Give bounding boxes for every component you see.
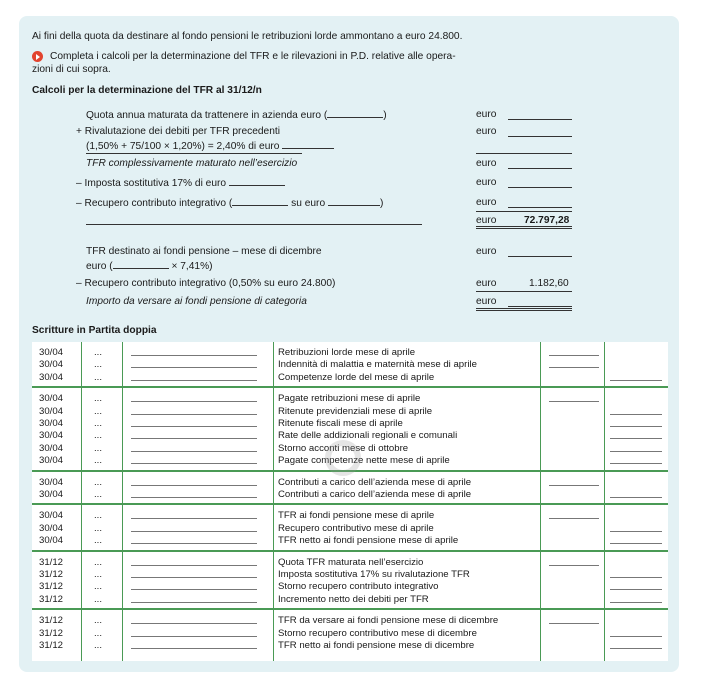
entry-number-placeholder: ...	[94, 615, 102, 627]
account-blank[interactable]	[131, 355, 257, 356]
debit-amount-blank[interactable]	[549, 485, 599, 486]
rivalutazione-blank[interactable]	[282, 140, 334, 149]
entry-date: 30/04	[39, 535, 64, 547]
entry-description: Indennità di malattia e maternità mese di aprile	[278, 359, 477, 371]
entry-description: TFR ai fondi pensione mese di aprile	[278, 510, 435, 522]
account-blank[interactable]	[131, 623, 257, 624]
account-blank[interactable]	[131, 565, 257, 566]
tfr-destinato-euro: euro	[476, 246, 497, 257]
recupero-label: – Recupero contributo integrativo (	[76, 198, 233, 209]
entry-description: TFR da versare ai fondi pensione mese di dicembre	[278, 615, 499, 627]
tfr-complessivo-blank[interactable]	[508, 168, 572, 169]
tfr-complessivo-line: TFR complessivamente maturato nell’esercizio	[86, 158, 298, 169]
quota-blank[interactable]	[327, 109, 383, 118]
entry-description: Rate delle addizionali regionali e comunali	[278, 430, 458, 442]
account-blank[interactable]	[131, 589, 257, 590]
credit-amount-blank[interactable]	[610, 463, 662, 464]
debit-amount-blank[interactable]	[549, 355, 599, 356]
entry-date: 30/04	[39, 430, 64, 442]
entry-number-placeholder: ...	[94, 489, 102, 500]
credit-amount-blank[interactable]	[610, 451, 662, 452]
tfr-destinato-line1: TFR destinato ai fondi pensione – mese di dicembre	[86, 246, 322, 257]
imposta-euro: euro	[476, 177, 497, 188]
entry-date: 30/04	[39, 418, 64, 429]
entry-description: Pagate competenze nette mese di aprile	[278, 455, 450, 467]
credit-amount-blank[interactable]	[610, 531, 662, 532]
account-blank[interactable]	[131, 414, 257, 415]
ledger-row	[32, 556, 668, 569]
ledger-row	[32, 392, 668, 405]
recupero2-line: – Recupero contributo integrativo (0,50% su euro 24.800)	[76, 278, 336, 289]
total-value: 72.797,28	[524, 215, 570, 226]
account-blank[interactable]	[131, 543, 257, 544]
tfr-destinato-rate: × 7,41%)	[171, 261, 213, 272]
entry-number-placeholder: ...	[94, 371, 102, 383]
ledger-col-divider	[122, 342, 123, 661]
tfr-destinato-value-blank[interactable]	[508, 256, 572, 257]
credit-amount-blank[interactable]	[610, 589, 662, 590]
total-euro: euro	[476, 215, 497, 226]
importo-double-rule	[476, 308, 572, 311]
tfr-complessivo-euro: euro	[476, 158, 497, 169]
entry-number-placeholder: ...	[94, 405, 102, 417]
credit-amount-blank[interactable]	[610, 543, 662, 544]
entry-number-placeholder: ...	[94, 535, 102, 547]
account-blank[interactable]	[131, 648, 257, 649]
ledger-row	[32, 417, 668, 430]
entry-number-placeholder: ...	[94, 510, 102, 522]
imposta-line	[76, 177, 285, 190]
entry-number-placeholder: ...	[94, 627, 102, 639]
entry-date: 30/04	[39, 489, 64, 500]
entry-number-placeholder: ...	[94, 522, 102, 534]
watermark-logo	[325, 440, 361, 476]
entry-date: 31/12	[39, 615, 64, 627]
entry-number-placeholder: ...	[94, 347, 102, 358]
ledger-row	[32, 639, 668, 652]
ledger-row	[32, 580, 668, 593]
entry-date: 30/04	[39, 347, 64, 358]
entry-description: Storno acconti mese di ottobre	[278, 442, 409, 454]
debit-amount-blank[interactable]	[549, 367, 599, 368]
account-blank[interactable]	[131, 518, 257, 519]
entry-number-placeholder: ...	[94, 593, 102, 605]
ledger-row	[32, 522, 668, 535]
task-text-line2: zioni di cui sopra.	[32, 64, 111, 75]
entry-description: Ritenute fiscali mese di aprile	[278, 418, 403, 429]
entry-number-placeholder: ...	[94, 569, 102, 580]
entry-date: 31/12	[39, 556, 64, 568]
ledger-table	[32, 342, 668, 661]
calc-heading: Calcoli per la determinazione del TFR al 31/12/n	[32, 85, 262, 96]
credit-amount-blank[interactable]	[610, 648, 662, 649]
ledger-row	[32, 534, 668, 547]
entry-date: 30/04	[39, 359, 64, 371]
account-blank[interactable]	[131, 485, 257, 486]
ledger-row	[32, 358, 668, 371]
credit-amount-blank[interactable]	[610, 426, 662, 427]
account-blank[interactable]	[131, 438, 257, 439]
total-rule-top	[476, 211, 572, 212]
rivalutazione-euro: euro	[476, 126, 497, 137]
credit-amount-blank[interactable]	[610, 497, 662, 498]
entry-description: Storno recupero contributo integrativo	[278, 581, 439, 593]
ledger-row	[32, 488, 668, 501]
account-blank[interactable]	[131, 497, 257, 498]
quota-euro: euro	[476, 109, 497, 120]
entry-date: 30/04	[39, 442, 64, 454]
ledger-row	[32, 593, 668, 606]
recupero-base-blank[interactable]	[328, 197, 380, 206]
importo-line: Importo da versare ai fondi pensione di categoria	[86, 296, 307, 307]
entry-date: 31/12	[39, 593, 64, 605]
account-blank[interactable]	[131, 531, 257, 532]
account-blank[interactable]	[131, 426, 257, 427]
entry-date: 31/12	[39, 569, 64, 580]
imposta-blank[interactable]	[229, 177, 285, 186]
ledger-row	[32, 614, 668, 627]
debit-amount-blank[interactable]	[549, 401, 599, 402]
recupero2-rule	[476, 291, 572, 292]
recupero-euro: euro	[476, 197, 497, 208]
entry-number-placeholder: ...	[94, 556, 102, 568]
entry-number-placeholder: ...	[94, 581, 102, 593]
ledger-row	[32, 476, 668, 489]
entry-number-placeholder: ...	[94, 359, 102, 371]
account-blank[interactable]	[131, 602, 257, 603]
ledger-col-divider	[604, 342, 605, 661]
ledger-col-divider	[81, 342, 82, 661]
debit-amount-blank[interactable]	[549, 518, 599, 519]
entry-description: Ritenute previdenziali mese di aprile	[278, 405, 433, 417]
account-blank[interactable]	[131, 636, 257, 637]
entry-description: Contributi a carico dell’azienda mese di aprile	[278, 476, 472, 488]
entry-description: Storno recupero contributivo mese di dicembre	[278, 627, 477, 639]
imposta-label: – Imposta sostitutiva 17% di euro	[76, 178, 227, 189]
account-blank[interactable]	[131, 367, 257, 368]
credit-amount-blank[interactable]	[610, 414, 662, 415]
ledger-group-divider	[32, 550, 668, 552]
entry-date: 30/04	[39, 455, 64, 467]
entry-date: 31/12	[39, 627, 64, 639]
ledger-col-divider	[540, 342, 541, 661]
entry-date: 31/12	[39, 581, 64, 593]
ledger-heading: Scritture in Partita doppia	[32, 325, 157, 336]
recupero-line	[76, 197, 383, 210]
entry-number-placeholder: ...	[94, 430, 102, 442]
entry-description: Imposta sostitutiva 17% su rivalutazione TFR	[278, 569, 470, 580]
arrow-right-icon	[32, 51, 43, 62]
entry-description: TFR netto ai fondi pensione mese di dicembre	[278, 640, 475, 651]
ledger-row	[32, 509, 668, 522]
entry-number-placeholder: ...	[94, 455, 102, 467]
rivalutazione-value-blank[interactable]	[508, 136, 572, 137]
rivalutazione-line2	[86, 140, 334, 153]
account-blank[interactable]	[131, 451, 257, 452]
rivalutazione-formula: (1,50% + 75/100 × 1,20%) = 2,40% di euro	[86, 141, 280, 152]
ledger-row	[32, 371, 668, 384]
ledger-col-divider	[273, 342, 274, 661]
task-text-line1: Completa i calcoli per la determinazione del TFR e le rilevazioni in P.D. relative alle opera-	[50, 51, 456, 62]
entry-number-placeholder: ...	[94, 418, 102, 429]
entry-description: Competenze lorde del mese di aprile	[278, 371, 435, 383]
credit-amount-blank[interactable]	[610, 380, 662, 381]
recupero-rate-blank[interactable]	[232, 197, 288, 206]
credit-amount-blank[interactable]	[610, 438, 662, 439]
quota-annua-line	[86, 109, 387, 122]
ledger-row	[32, 568, 668, 581]
account-blank[interactable]	[131, 577, 257, 578]
tfr-destinato-euro-label: euro (	[86, 261, 113, 272]
recupero-value-blank[interactable]	[508, 207, 572, 208]
intro-text: Ai fini della quota da destinare al fondo pensioni le retribuzioni lorde ammontano a euro 24.800.	[32, 31, 463, 42]
rivalutazione-rule	[86, 153, 302, 154]
recupero2-euro: euro	[476, 278, 497, 289]
importo-value-blank[interactable]	[508, 306, 572, 307]
entry-description: Retribuzioni lorde mese di aprile	[278, 347, 416, 358]
rivalutazione-line1: + Rivalutazione dei debiti per TFR precedenti	[76, 126, 280, 137]
quota-value-blank[interactable]	[508, 119, 572, 120]
imposta-value-blank[interactable]	[508, 187, 572, 188]
entry-date: 30/04	[39, 393, 64, 405]
entry-date: 30/04	[39, 405, 64, 417]
tfr-destinato-blank[interactable]	[113, 260, 169, 269]
credit-amount-blank[interactable]	[610, 636, 662, 637]
credit-amount-blank[interactable]	[610, 602, 662, 603]
ledger-row	[32, 627, 668, 640]
quota-label: Quota annua maturata da trattenere in azienda euro (	[86, 110, 328, 121]
ledger-group-divider	[32, 608, 668, 610]
recupero2-value: 1.182,60	[529, 278, 569, 289]
entry-date: 30/04	[39, 476, 64, 488]
entry-number-placeholder: ...	[94, 442, 102, 454]
entry-number-placeholder: ...	[94, 640, 102, 651]
ledger-group-divider	[32, 503, 668, 505]
recupero-su: su euro	[291, 198, 326, 209]
entry-description: Recupero contributivo mese di aprile	[278, 522, 434, 534]
credit-amount-blank[interactable]	[610, 577, 662, 578]
ledger-row	[32, 405, 668, 418]
entry-description: Contributi a carico dell’azienda mese di aprile	[278, 489, 472, 500]
quota-close: )	[383, 110, 387, 121]
ledger-group-divider	[32, 386, 668, 388]
tfr-destinato-line2	[86, 260, 213, 273]
entry-date: 30/04	[39, 371, 64, 383]
importo-euro: euro	[476, 296, 497, 307]
entry-description: Pagate retribuzioni mese di aprile	[278, 393, 421, 405]
entry-number-placeholder: ...	[94, 476, 102, 488]
subtotal-label-blank[interactable]	[86, 224, 422, 225]
entry-date: 30/04	[39, 510, 64, 522]
debit-amount-blank[interactable]	[549, 565, 599, 566]
total-double-rule	[476, 226, 572, 229]
entry-description: TFR netto ai fondi pensione mese di aprile	[278, 535, 459, 547]
ledger-row	[32, 346, 668, 359]
rivalutazione-sum-rule	[476, 153, 572, 154]
debit-amount-blank[interactable]	[549, 623, 599, 624]
account-blank[interactable]	[131, 380, 257, 381]
recupero-close: )	[379, 198, 384, 209]
entry-number-placeholder: ...	[94, 393, 102, 405]
entry-description: Quota TFR maturata nell’esercizio	[278, 556, 424, 568]
account-blank[interactable]	[131, 463, 257, 464]
account-blank[interactable]	[131, 401, 257, 402]
entry-date: 30/04	[39, 522, 64, 534]
entry-description: Incremento netto dei debiti per TFR	[278, 593, 429, 605]
entry-date: 31/12	[39, 640, 64, 651]
